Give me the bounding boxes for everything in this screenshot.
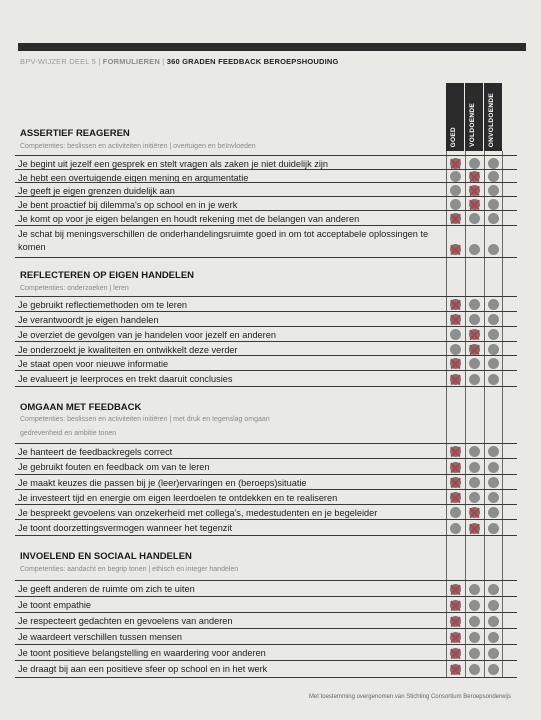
criterion-text: Je gebruikt reflectiemethoden om te leren: [18, 300, 188, 310]
criterion-row: [15, 489, 517, 505]
rating-checkbox[interactable]: [488, 507, 499, 518]
rating-checkbox[interactable]: [469, 600, 480, 611]
rating-checkbox[interactable]: [488, 616, 499, 627]
rating-checkbox[interactable]: [488, 314, 499, 325]
rating-checkbox-checked[interactable]: [450, 584, 461, 595]
rating-checkbox-checked[interactable]: [450, 600, 461, 611]
section-title: ASSERTIEF REAGEREN: [20, 128, 130, 139]
criterion-row: [15, 458, 517, 475]
criterion-row: [15, 311, 517, 327]
criterion-row: [15, 660, 517, 678]
criterion-text: Je hanteert de feedbackregels correct: [18, 447, 173, 457]
rating-checkbox-checked[interactable]: [469, 329, 480, 340]
rating-checkbox[interactable]: [469, 648, 480, 659]
section-bottom-rule: [15, 677, 517, 678]
criterion-row: [15, 519, 517, 536]
criterion-text: Je maakt keuzes die passen bij je (leer)ervaringen en (beroeps)situatie: [18, 478, 307, 488]
rating-checkbox-checked[interactable]: [469, 171, 480, 182]
rating-checkbox-checked[interactable]: [469, 344, 480, 355]
rating-checkbox-checked[interactable]: [450, 213, 461, 224]
rating-checkbox[interactable]: [469, 314, 480, 325]
criterion-text: Je investeert tijd en energie om eigen leerdoelen te ontdekken en te realiseren: [18, 493, 338, 503]
breadcrumb-sep: |: [159, 57, 167, 66]
criterion-row: [15, 196, 517, 211]
column-header-goed: GOED: [446, 83, 464, 151]
criterion-row: [15, 443, 517, 459]
criterion-row: [15, 628, 517, 645]
rating-checkbox-checked[interactable]: [450, 244, 461, 255]
rating-checkbox[interactable]: [469, 213, 480, 224]
rating-checkbox-checked[interactable]: [469, 507, 480, 518]
column-header-voldoende: VOLDOENDE: [465, 83, 483, 151]
rating-checkbox[interactable]: [488, 185, 499, 196]
rating-checkbox[interactable]: [488, 213, 499, 224]
criterion-text: Je geeft je eigen grenzen duidelijk aan: [18, 186, 175, 196]
criterion-text: Je verantwoordt je eigen handelen: [18, 315, 159, 325]
rating-checkbox-checked[interactable]: [450, 314, 461, 325]
criterion-row: [15, 155, 517, 170]
criterion-row: [15, 644, 517, 661]
rating-checkbox[interactable]: [488, 648, 499, 659]
rating-checkbox[interactable]: [469, 374, 480, 385]
rating-checkbox[interactable]: [488, 600, 499, 611]
criterion-row: [15, 210, 517, 226]
criterion-row: [15, 355, 517, 371]
criterion-text: Je schat bij meningsverschillen de onderhandelingsruimte goed in om tot acceptabele oplossingen te komen: [18, 229, 429, 252]
breadcrumb-part1: BPV-WIJZER DEEL 5 |: [20, 57, 103, 66]
criterion-text: Je begint uit jezelf een gesprek en stelt vragen als zaken je niet duidelijk zijn: [18, 159, 329, 169]
rating-checkbox[interactable]: [450, 507, 461, 518]
rating-checkbox[interactable]: [469, 477, 480, 488]
rating-checkbox-checked[interactable]: [469, 523, 480, 534]
section-title: INVOELEND EN SOCIAAL HANDELEN: [20, 551, 192, 562]
criterion-text: Je evalueert je leerproces en trekt daaruit conclusies: [18, 374, 233, 384]
criterion-text: Je geeft anderen de ruimte om zich te uiten: [18, 584, 195, 594]
rating-checkbox[interactable]: [469, 158, 480, 169]
rating-checkbox-checked[interactable]: [469, 185, 480, 196]
section-competencies: Competenties: aandacht en begrip tonen | ethisch en integer handelen: [20, 566, 239, 573]
rating-checkbox[interactable]: [488, 358, 499, 369]
rating-checkbox[interactable]: [469, 664, 480, 675]
rating-checkbox-checked[interactable]: [450, 477, 461, 488]
criterion-row: [15, 504, 517, 520]
criterion-row: [15, 612, 517, 629]
criterion-row: [15, 182, 517, 197]
rating-checkbox[interactable]: [488, 492, 499, 503]
rating-checkbox[interactable]: [469, 492, 480, 503]
rating-checkbox-checked[interactable]: [450, 462, 461, 473]
section-competencies: Competenties: onderzoeken | leren: [20, 285, 129, 292]
rating-checkbox-checked[interactable]: [450, 492, 461, 503]
rating-checkbox[interactable]: [488, 632, 499, 643]
criterion-row: [15, 169, 517, 183]
rating-checkbox[interactable]: [488, 158, 499, 169]
section-bottom-rule: [15, 257, 517, 258]
rating-checkbox[interactable]: [488, 664, 499, 675]
rating-checkbox-checked[interactable]: [450, 648, 461, 659]
rating-checkbox[interactable]: [469, 244, 480, 255]
rating-checkbox-checked[interactable]: [450, 374, 461, 385]
criterion-row: [15, 326, 517, 342]
rating-checkbox[interactable]: [450, 344, 461, 355]
rating-checkbox[interactable]: [488, 446, 499, 457]
criterion-text: Je toont doorzettingsvermogen wanneer het tegenzit: [18, 523, 232, 533]
rating-checkbox[interactable]: [488, 462, 499, 473]
header-bar: [18, 43, 526, 51]
criterion-text: Je bespreekt gevoelens van onzekerheid met collega's, medestudenten en je begeleider: [18, 508, 378, 518]
rating-checkbox[interactable]: [469, 446, 480, 457]
rating-checkbox[interactable]: [469, 616, 480, 627]
rating-checkbox-checked[interactable]: [450, 158, 461, 169]
rating-checkbox-checked[interactable]: [450, 446, 461, 457]
breadcrumb: [20, 57, 339, 66]
rating-checkbox[interactable]: [488, 244, 499, 255]
rating-checkbox[interactable]: [488, 523, 499, 534]
rating-checkbox[interactable]: [469, 584, 480, 595]
section-title: REFLECTEREN OP EIGEN HANDELEN: [20, 270, 195, 281]
rating-checkbox[interactable]: [488, 584, 499, 595]
rating-checkbox-checked[interactable]: [450, 299, 461, 310]
criterion-text: Je komt op voor je eigen belangen en houdt rekening met de belangen van anderen: [18, 214, 360, 224]
criterion-text: Je staat open voor nieuwe informatie: [18, 359, 169, 369]
rating-checkbox[interactable]: [469, 358, 480, 369]
rating-checkbox[interactable]: [488, 171, 499, 182]
rating-checkbox[interactable]: [469, 632, 480, 643]
criterion-row: [15, 370, 517, 387]
breadcrumb-part2: FORMULIEREN: [102, 57, 160, 66]
rating-checkbox[interactable]: [488, 477, 499, 488]
criterion-text: Je toont empathie: [18, 600, 92, 610]
rating-checkbox[interactable]: [450, 199, 461, 210]
footer-credit: Met toestemming overgenomen van Stichting Consortium Beroepsonderwijs: [308, 694, 511, 700]
criterion-row: [15, 296, 517, 312]
criterion-row: [15, 580, 517, 597]
page-title: 360 GRADEN FEEDBACK BEROEPSHOUDING: [166, 57, 339, 66]
criterion-text: Je onderzoekt je kwaliteiten en ontwikkelt deze verder: [18, 345, 238, 355]
rating-checkbox[interactable]: [488, 374, 499, 385]
criterion-text: Je draagt bij aan een positieve sfeer op school en in het werk: [18, 664, 268, 674]
section-competencies: Competenties: beslissen en activiteiten initiëren | met druk en tegenslag omgaan: [20, 416, 270, 423]
criterion-row: [15, 341, 517, 356]
criterion-text: Je waardeert verschillen tussen mensen: [18, 632, 182, 642]
section-title: OMGAAN MET FEEDBACK: [20, 402, 142, 413]
rating-checkbox-checked[interactable]: [450, 358, 461, 369]
criterion-text: Je bent proactief bij dilemma's op school en in je werk: [18, 200, 238, 210]
rating-checkbox[interactable]: [450, 171, 461, 182]
criterion-text: Je toont positieve belangstelling en waardering voor anderen: [18, 648, 266, 658]
rating-checkbox-checked[interactable]: [469, 199, 480, 210]
criterion-row: [15, 225, 517, 258]
rating-checkbox[interactable]: [450, 185, 461, 196]
criterion-text: Je respecteert gedachten en gevoelens van anderen: [18, 616, 233, 626]
rating-checkbox[interactable]: [450, 329, 461, 340]
rating-checkbox[interactable]: [450, 523, 461, 534]
rating-checkbox[interactable]: [488, 329, 499, 340]
criterion-text: Je hebt een overtuigende eigen mening en argumentatie: [18, 173, 249, 183]
section-bottom-rule: [15, 535, 517, 536]
criterion-text: Je overziet de gevolgen van je handelen voor jezelf en anderen: [18, 330, 276, 340]
criterion-row: [15, 474, 517, 490]
rating-checkbox[interactable]: [488, 344, 499, 355]
criterion-text: Je gebruikt fouten en feedback om van te leren: [18, 462, 210, 472]
section-bottom-rule: [15, 386, 517, 387]
column-header-onvoldoende: ONVOLDOENDE: [484, 83, 502, 151]
rating-checkbox-checked[interactable]: [450, 664, 461, 675]
section-competencies-cont: gedrevenheid en ambitie tonen: [20, 430, 117, 437]
rating-checkbox[interactable]: [469, 462, 480, 473]
rating-checkbox[interactable]: [488, 199, 499, 210]
rating-checkbox[interactable]: [469, 299, 480, 310]
rating-checkbox[interactable]: [488, 299, 499, 310]
criterion-row: [15, 596, 517, 613]
section-competencies: Competenties: beslissen en activiteiten initiëren | overtuigen en beïnvloeden: [20, 143, 256, 150]
rating-checkbox-checked[interactable]: [450, 616, 461, 627]
rating-checkbox-checked[interactable]: [450, 632, 461, 643]
